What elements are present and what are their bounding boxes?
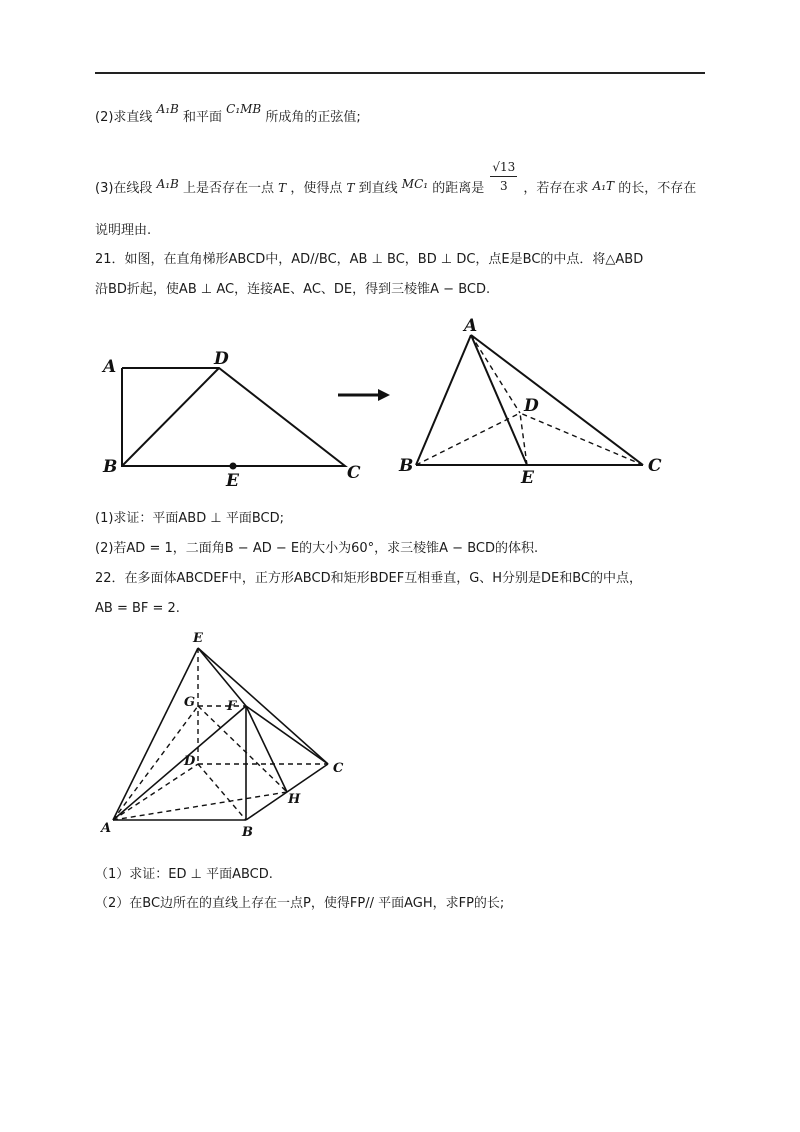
q20-p3-prefix: (3)在线段: [95, 181, 153, 196]
label-d: D: [184, 754, 196, 769]
edge-ab: [416, 335, 471, 465]
label-e: E: [193, 631, 203, 646]
edge-db-hidden: [198, 764, 246, 820]
edge-fa: [113, 706, 246, 820]
label-f: F: [227, 699, 237, 714]
q20-p2-plane: C₁MB: [226, 102, 262, 116]
q21-subquestion-1: (1)求证：平面ABD ⊥ 平面BCD;: [95, 511, 284, 526]
label-a: A: [464, 316, 478, 336]
q22-stem-line1: 22．在多面体ABCDEF中，正方形ABCD和矩形BDEF互相垂直，G、H分别是DE和BC的中点，: [95, 571, 643, 586]
q20-p3-t2: T: [346, 181, 355, 195]
q20-p3-t: T: [278, 181, 287, 195]
q20-p2-prefix: (2)求直线: [95, 110, 153, 125]
q20-p3-mid3: 到直线: [358, 181, 398, 196]
q22-subquestion-2: （2）在BC边所在的直线上存在一点P，使得FP// 平面AGH，求FP的长;: [95, 896, 505, 911]
label-c: C: [648, 456, 662, 476]
q20-p3-at: A₁T: [592, 179, 615, 193]
q21-subquestion-2: (2)若AD = 1，二面角B − AD − E的大小为60°，求三棱锥A − BCD的体积.: [95, 541, 539, 556]
q20-p2-line: A₁B: [156, 102, 179, 116]
edge-ad-hidden: [471, 335, 520, 413]
edge-ad-hidden: [113, 764, 198, 820]
q20-part3: [95, 160, 697, 207]
q20-p3-seg: A₁B: [156, 177, 179, 191]
label-b: B: [399, 456, 414, 476]
q20-p2-suffix: 所成角的正弦值;: [265, 110, 361, 125]
edge-ah-hidden: [113, 792, 287, 820]
edge-fc: [246, 706, 328, 764]
label-a: A: [101, 821, 112, 836]
label-d: D: [524, 396, 539, 416]
edge-cd-hidden: [520, 413, 643, 465]
edge-bd-hidden: [416, 413, 520, 465]
q22-stem-line2: AB = BF = 2.: [95, 601, 180, 616]
q20-p3-line: MC₁: [401, 177, 429, 191]
q20-p3-suffix: 的长，不存在: [618, 181, 697, 196]
q21-trapezoid-figure: [95, 340, 375, 490]
q22-subquestion-1: （1）求证：ED ⊥ 平面ABCD.: [95, 867, 273, 882]
header-rule: [95, 72, 705, 74]
q22-polyhedron-figure: [95, 628, 365, 843]
label-e: E: [226, 471, 239, 490]
transform-arrow-icon: [336, 385, 392, 405]
frac-denominator: 3: [500, 179, 508, 193]
q20-p2-mid: 和平面: [183, 110, 223, 125]
q21-tetrahedron-figure: [396, 315, 676, 490]
label-g: G: [184, 695, 196, 710]
q20-p3-mid4: 的距离是: [432, 181, 485, 196]
q21-stem-line1: 21．如图，在直角梯形ABCD中，AD//BC，AB ⊥ BC，BD ⊥ DC，点E是BC的中点．将△ABD: [95, 252, 644, 267]
label-c: C: [347, 463, 361, 483]
label-b: B: [103, 457, 118, 477]
edge-ea: [113, 648, 198, 820]
label-c: C: [333, 761, 344, 776]
q21-stem-line2: 沿BD折起，使AB ⊥ AC，连接AE、AC、DE，得到三棱锥A − BCD.: [95, 282, 491, 297]
label-a: A: [103, 357, 117, 377]
label-b: B: [242, 825, 253, 840]
sqrt13-over-3: [490, 158, 517, 195]
label-h: H: [288, 792, 301, 807]
label-e: E: [521, 468, 534, 488]
q20-p3-mid5: ，若存在求: [523, 181, 589, 196]
q20-p3-mid1: 上是否存在一点: [183, 181, 275, 196]
label-d: D: [214, 349, 229, 369]
diagonal-bd: [122, 368, 219, 466]
trapezoid-outline: [122, 368, 345, 466]
edge-ef: [198, 648, 246, 706]
point-e-dot: [230, 463, 237, 470]
edge-ae: [471, 335, 527, 465]
edge-fh: [246, 706, 287, 792]
q20-p3-mid2: ，使得点: [290, 181, 343, 196]
q20-part2: [95, 102, 361, 127]
edge-ac: [471, 335, 643, 465]
frac-numerator: √13: [492, 160, 516, 174]
q20-p3-continuation: 说明理由.: [95, 223, 152, 238]
